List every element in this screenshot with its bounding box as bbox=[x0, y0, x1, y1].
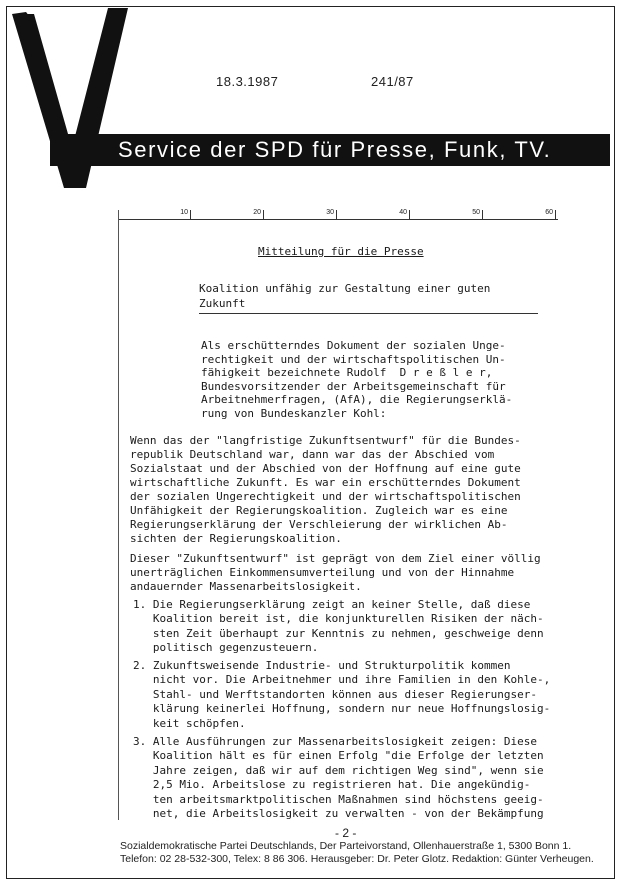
intro-paragraph: Als erschütterndes Dokument der sozialen Unge- rechtigkeit und der wirtschaftspolitischen Un- fähigkeit bezeichnete Rudolf D r e ß l e r, Bundesvorsitzender der Arbeitsgemeinschaft für Arbeitnehmerfragen, (AfA), die Regierungserklä- rung von Bundeskanzler Kohl: bbox=[201, 339, 513, 420]
list-item: 2. Zukunftsweisende Industrie- und Strukturpolitik kommen nicht vor. Die Arbeitnehmer und ihre Familien in den Kohle-, Stahl- und Werftstandorten können aus dieser Regierungser- klärung keinerlei Hoffnung, sondern nur neue Hoffnungslosig- keit schöpfen. bbox=[133, 659, 551, 730]
ruler-tick bbox=[118, 210, 556, 219]
subtitle-rule bbox=[199, 313, 538, 314]
ruler-label: 10 bbox=[180, 209, 188, 216]
banner-title: Service der SPD für Presse, Funk, TV. bbox=[118, 137, 552, 162]
ruler-label: 50 bbox=[472, 209, 480, 216]
page-number: - 2 - bbox=[335, 826, 357, 840]
list-item: 1. Die Regierungserklärung zeigt an keiner Stelle, daß diese Koalition bereit ist, die konjunkturellen Risiken der näch- sten Zeit überhaupt zur Kenntnis zu nehmen, geschweige denn politisch gegenzusteuern. bbox=[133, 598, 544, 655]
ruler-label: 40 bbox=[399, 209, 407, 216]
ruler-label: 30 bbox=[326, 209, 334, 216]
typewriter-ruler bbox=[118, 205, 558, 220]
margin-line bbox=[118, 210, 119, 820]
body-paragraph: Wenn das der "langfristige Zukunftsentwurf" für die Bundes- republik Deutschland war, dann war das der Abschied vom Sozialstaat und der Abschied von der Hoffnung auf eine gute wirtschaftliche Zukunft. Es war ein erschütterndes Dokument der sozialen Ungerechtigkeit und der wirtschaftspolitischen Unfähigkeit der Regierungskoalition. Zugleich war es eine Regierungserklärung der Verschleierung der wirklichen Ab- sichten der Regierungskoalition. bbox=[130, 434, 521, 545]
v-logo bbox=[0, 0, 130, 200]
body-paragraph: Dieser "Zukunftsentwurf" ist geprägt von dem Ziel einer völlig unerträglichen Einkommensumverteilung und von der Hinnahme andauernder Massenarbeitslosigkeit. bbox=[130, 552, 541, 593]
ruler-label: 20 bbox=[253, 209, 261, 216]
header-date: 18.3.1987 bbox=[216, 74, 279, 89]
list-item: 3. Alle Ausführungen zur Massenarbeitslosigkeit zeigen: Diese Koalition hält es für einen Erfolg "die Erfolge der letzten Jahre zeigen, daß wir auf dem richtigen Weg sind", wenn sie 2,5 Mio. Arbeitslose zu registrieren hat. Die angekündig- ten arbeitsmarktpolitischen Maßnahmen sind höchstens geeig- net, die Arbeitslosigkeit zu verwalten - von der Bekämpfung bbox=[133, 735, 544, 821]
ruler-label: 60 bbox=[545, 209, 553, 216]
footer-address: Sozialdemokratische Partei Deutschlands, Der Parteivorstand, Ollenhauerstraße 1, 5300 Bonn 1. bbox=[120, 840, 572, 852]
footer-contact: Telefon: 02 28-532-300, Telex: 8 86 306. Herausgeber: Dr. Peter Glotz. Redaktion: Günter Verheugen. bbox=[120, 853, 594, 865]
document-title: Mitteilung für die Presse bbox=[258, 245, 424, 258]
header-number: 241/87 bbox=[371, 74, 414, 89]
document-subtitle: Koalition unfähig zur Gestaltung einer guten Zukunft bbox=[199, 282, 491, 310]
